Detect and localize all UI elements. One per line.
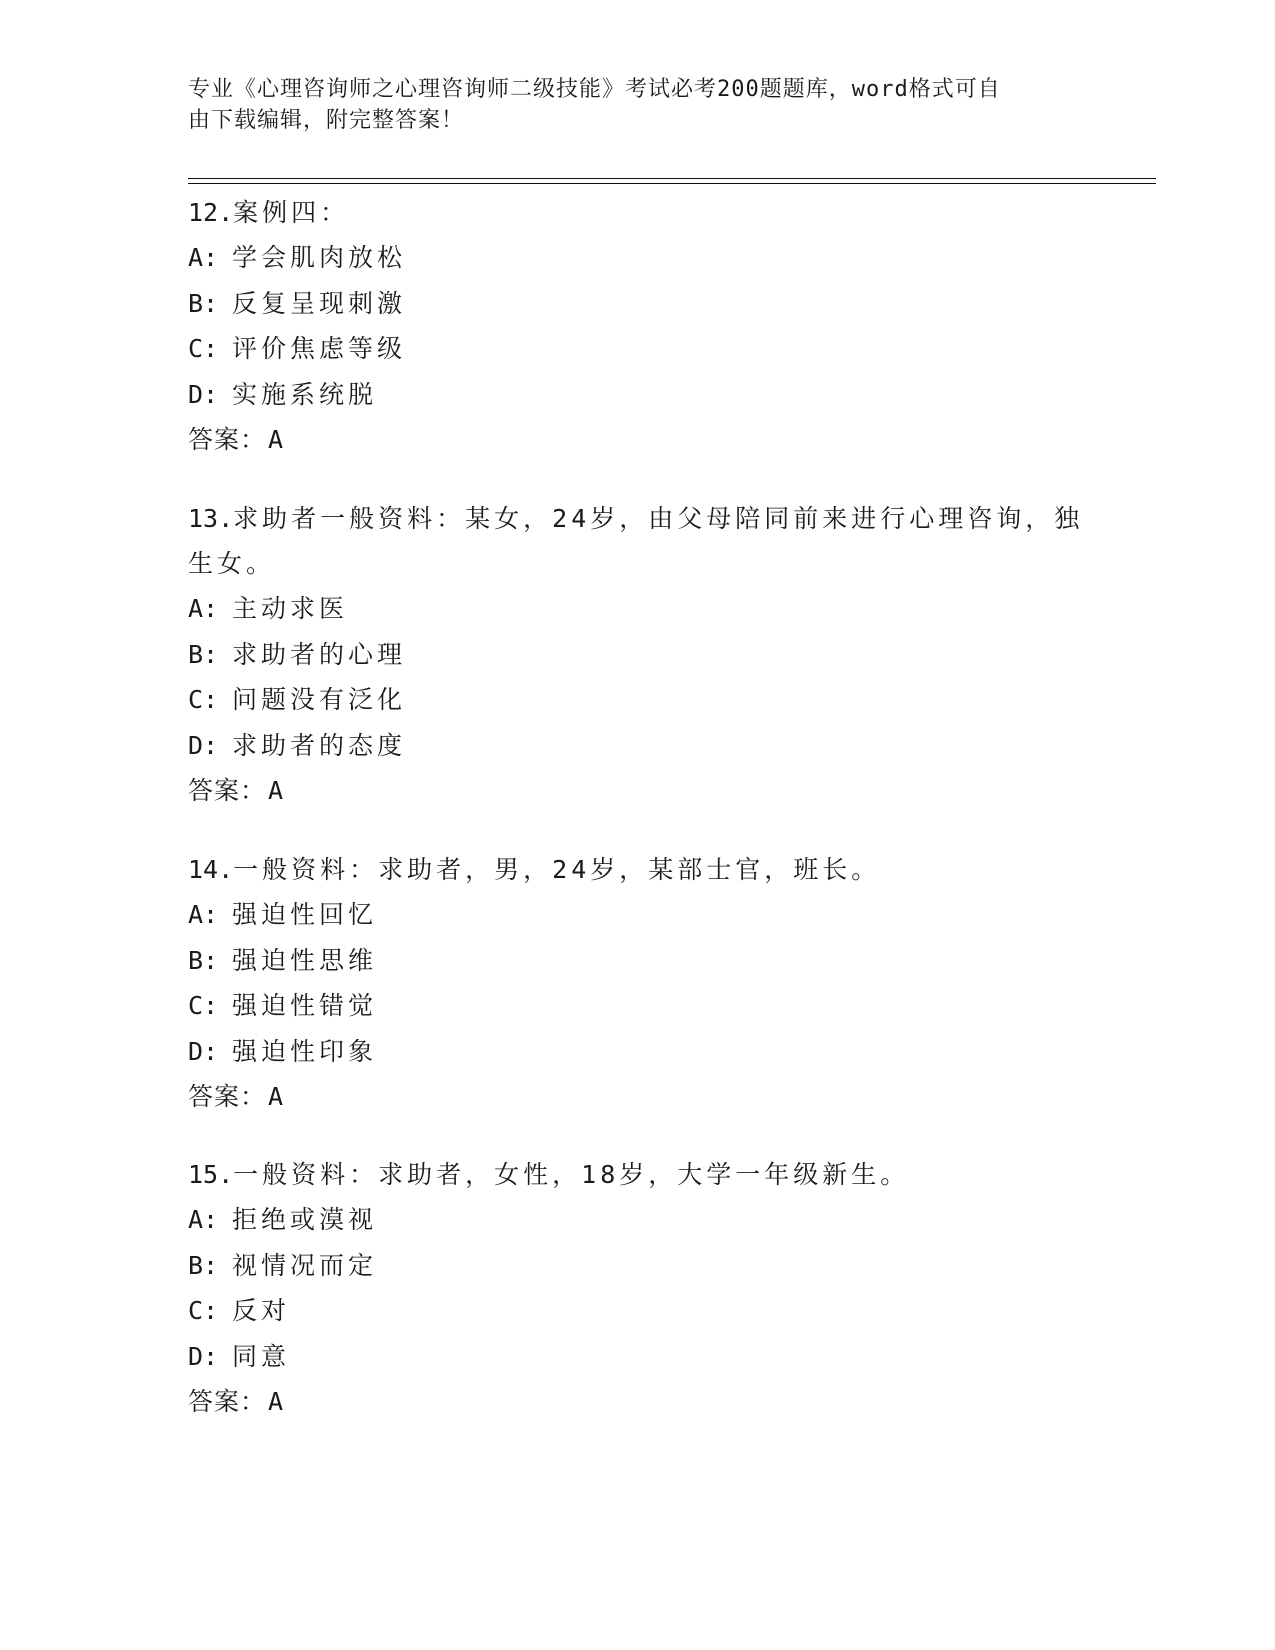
option-letter: A:	[188, 1205, 219, 1234]
header-divider-top	[188, 178, 1156, 179]
option-text: 反复呈现刺激	[232, 288, 407, 318]
question-text: 一般资料：求助者，女性，18岁，大学一年级新生。	[233, 1160, 910, 1189]
question-number: 13.	[188, 504, 234, 533]
option-a	[188, 235, 1088, 281]
question-stem	[188, 190, 1088, 235]
option-d	[188, 372, 1088, 418]
option-text: 强迫性印象	[232, 1036, 378, 1066]
option-letter: C:	[188, 991, 219, 1020]
option-a	[188, 1197, 1088, 1243]
option-text: 学会肌肉放松	[232, 243, 407, 272]
option-text: 求助者的态度	[232, 730, 407, 760]
answer-value: A	[268, 1082, 285, 1111]
answer-label: 答案：	[188, 1387, 267, 1416]
option-d	[188, 1029, 1088, 1075]
option-text: 强迫性错觉	[232, 991, 378, 1020]
option-c	[188, 983, 1088, 1029]
option-letter: B:	[188, 288, 219, 318]
answer-label: 答案：	[188, 776, 267, 805]
document-header	[188, 74, 1088, 136]
answer-line	[188, 1074, 1088, 1120]
question-14	[188, 847, 1088, 1120]
option-c	[188, 677, 1088, 723]
header-line-2: 由下载编辑，附完整答案！	[188, 108, 465, 133]
option-letter: C:	[188, 1296, 219, 1325]
option-c	[188, 1288, 1088, 1334]
option-letter: B:	[188, 1250, 219, 1280]
option-letter: B:	[188, 945, 219, 975]
option-text: 问题没有泛化	[232, 685, 407, 714]
question-stem-continued: 生女。	[188, 549, 276, 578]
answer-line	[188, 1379, 1088, 1425]
answer-label: 答案：	[188, 425, 267, 454]
option-letter: C:	[188, 334, 219, 363]
answer-line	[188, 768, 1088, 814]
question-number: 12.	[188, 198, 234, 227]
header-line-1: 专业《心理咨询师之心理咨询师二级技能》考试必考200题题库，word格式可自	[188, 77, 1001, 102]
question-text: 求助者一般资料：某女，24岁，由父母陪同前来进行心理咨询，独	[233, 504, 1084, 533]
option-text: 视情况而定	[232, 1250, 378, 1280]
option-letter: A:	[188, 900, 219, 929]
option-b	[188, 281, 1088, 327]
option-letter: D:	[188, 1341, 219, 1371]
option-text: 主动求医	[232, 594, 349, 623]
question-stem	[188, 496, 1088, 541]
option-b	[188, 632, 1088, 678]
question-number: 14.	[188, 855, 234, 884]
option-letter: D:	[188, 1036, 219, 1066]
question-stem	[188, 847, 1088, 892]
option-text: 拒绝或漠视	[232, 1205, 378, 1234]
option-letter: B:	[188, 639, 219, 669]
option-d	[188, 723, 1088, 769]
option-text: 求助者的心理	[232, 639, 407, 669]
answer-value: A	[268, 425, 285, 454]
header-divider-bottom	[188, 183, 1156, 184]
option-c	[188, 326, 1088, 372]
option-d	[188, 1334, 1088, 1380]
option-letter: D:	[188, 379, 219, 409]
answer-value: A	[268, 1387, 285, 1416]
question-text: 案例四：	[233, 198, 350, 227]
option-letter: C:	[188, 685, 219, 714]
answer-value: A	[268, 776, 285, 805]
option-text: 强迫性回忆	[232, 900, 378, 929]
question-stem	[188, 1152, 1088, 1197]
option-text: 反对	[232, 1296, 291, 1325]
option-text: 实施系统脱	[232, 379, 378, 409]
option-a	[188, 586, 1088, 632]
question-13	[188, 496, 1088, 814]
answer-label: 答案：	[188, 1082, 267, 1111]
option-b	[188, 1243, 1088, 1289]
option-letter: A:	[188, 594, 219, 623]
option-text: 强迫性思维	[232, 945, 378, 975]
answer-line	[188, 417, 1088, 463]
question-12	[188, 190, 1088, 463]
option-text: 同意	[232, 1341, 291, 1371]
option-a	[188, 892, 1088, 938]
option-letter: D:	[188, 730, 219, 760]
option-b	[188, 938, 1088, 984]
question-number: 15.	[188, 1160, 234, 1189]
option-text: 评价焦虑等级	[232, 334, 407, 363]
question-15	[188, 1152, 1088, 1425]
question-text: 一般资料：求助者，男，24岁，某部士官，班长。	[233, 855, 881, 884]
option-letter: A:	[188, 243, 219, 272]
